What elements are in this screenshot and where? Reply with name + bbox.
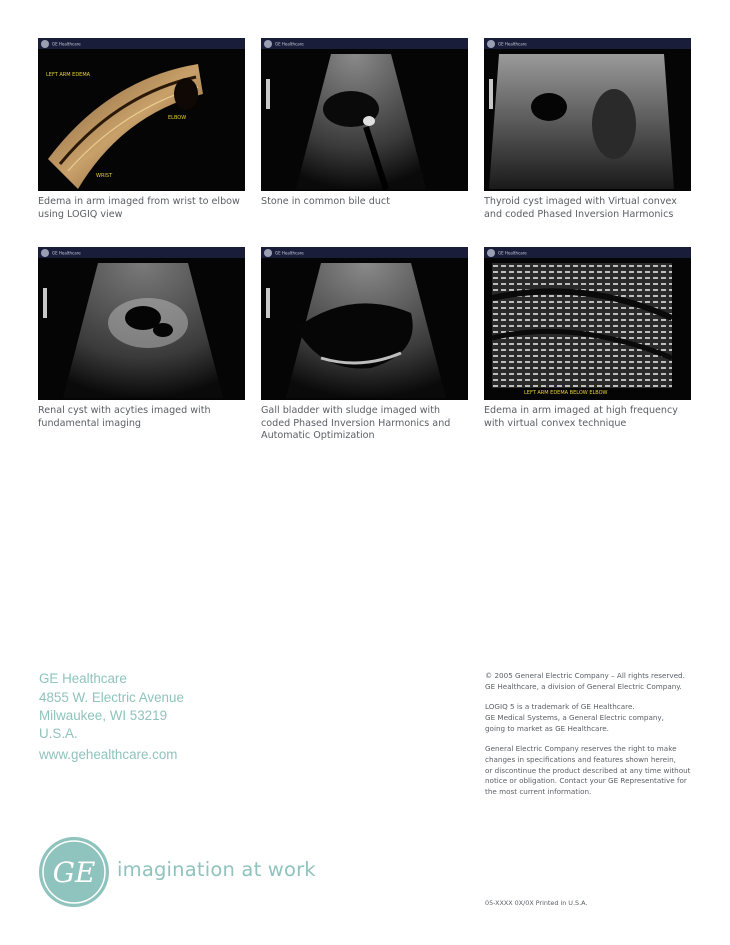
scan-image: [484, 49, 691, 191]
scan-label: LEFT ARM EDEMA: [46, 72, 91, 78]
legal-copyright: © 2005 General Electric Company – All rights reserved. GE Healthcare, a division of General Electric Company.: [485, 671, 685, 691]
scan-header-bar: GE Healthcare: [261, 247, 468, 258]
ge-monogram-logo: [38, 836, 110, 908]
scan-header-bar: GE Healthcare: [38, 247, 245, 258]
image-caption: Edema in arm imaged at high frequency with virtual convex technique: [484, 405, 678, 429]
ultrasound-image-4: [38, 247, 245, 400]
ge-logo-icon: [264, 40, 272, 48]
ge-logo-icon: [487, 249, 495, 257]
scan-label: LEFT ARM EDEMA BELOW ELBOW: [524, 390, 608, 396]
website-link[interactable]: www.gehealthcare.com: [39, 747, 178, 762]
ultrasound-image-2: [261, 38, 468, 191]
image-caption: Edema in arm imaged from wrist to elbow using LOGIQ view: [38, 196, 240, 220]
ge-logo-icon: [41, 40, 49, 48]
address-street: 4855 W. Electric Avenue: [39, 690, 184, 705]
scan-header-bar: GE Healthcare: [38, 38, 245, 49]
legal-trademark: LOGIQ 5 is a trademark of GE Healthcare. GE Medical Systems, a General Electric company, going to market as GE Healthcare.: [485, 702, 664, 733]
image-caption: Stone in common bile duct: [261, 196, 390, 207]
scan-image: [38, 49, 245, 191]
ultrasound-image-3: [484, 38, 691, 191]
scan-image: [38, 258, 245, 400]
scan-label: WRIST: [96, 173, 113, 179]
scan-header-bar: GE Healthcare: [484, 38, 691, 49]
company-name: GE Healthcare: [39, 671, 127, 686]
scan-image: [261, 49, 468, 191]
print-code: 05-XXXX 0X/0X Printed in U.S.A.: [485, 899, 588, 907]
image-caption: Gall bladder with sludge imaged with coded Phased Inversion Harmonics and Automatic Optimization: [261, 405, 451, 441]
image-caption: Renal cyst with acyties imaged with fundamental imaging: [38, 405, 211, 429]
ge-logo-icon: [487, 40, 495, 48]
address-country: U.S.A.: [39, 726, 78, 741]
ge-logo-icon: [41, 249, 49, 257]
ultrasound-image-6: [484, 247, 691, 400]
scan-header-bar: GE Healthcare: [261, 38, 468, 49]
scan-image: [261, 258, 468, 400]
image-caption: Thyroid cyst imaged with Virtual convex and coded Phased Inversion Harmonics: [484, 196, 677, 220]
scan-header-bar: GE Healthcare: [484, 247, 691, 258]
ultrasound-image-1: [38, 38, 245, 191]
legal-disclaimer: General Electric Company reserves the right to make changes in specifications and features shown herein, or discontinue the product described at any time without notice or obligation. Contact your GE Representative for the most current information.: [485, 744, 691, 797]
scan-label: ELBOW: [168, 115, 187, 121]
scan-image: [484, 258, 691, 400]
svg-text:GE: GE: [52, 856, 96, 889]
tagline: imagination at work: [117, 858, 316, 881]
address-city: Milwaukee, WI 53219: [39, 708, 168, 723]
ultrasound-image-5: [261, 247, 468, 400]
ge-logo-icon: [264, 249, 272, 257]
